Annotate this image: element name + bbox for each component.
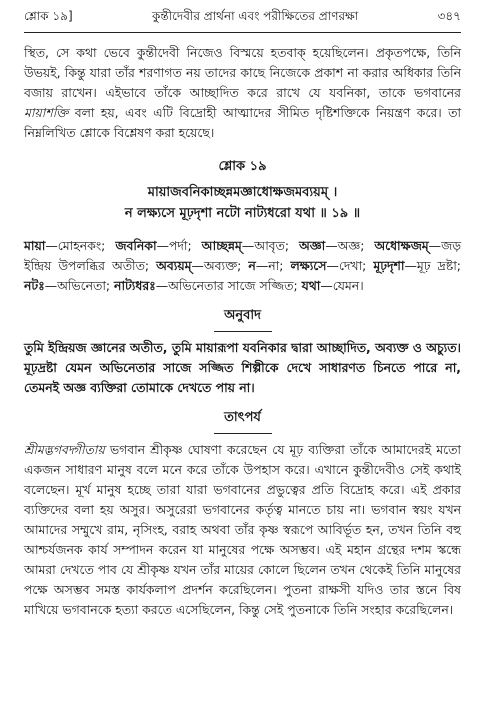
header-rule <box>24 32 461 33</box>
translation-heading-rule <box>214 331 272 332</box>
purport-heading-rule <box>214 433 272 434</box>
synonym-meaning: —মূঢ় দ্রষ্টা; <box>404 258 461 273</box>
verse-line-1: মায়াজবনিকাচ্ছন্নমজ্ঞাধোক্ষজমব্যয়ম্ । <box>147 185 338 200</box>
synonym-word: নাট্যধরঃ <box>114 278 156 293</box>
synonym-meaning: —অব্যক্ত; <box>191 258 249 273</box>
synonym-word: অজ্ঞা <box>299 238 326 253</box>
synonym-meaning: —দেখা; <box>326 258 374 273</box>
synonym-meaning: —না; <box>255 258 291 273</box>
synonym-meaning: —অভিনেতা; <box>44 278 115 293</box>
synonym-meaning: —অভিনেতার সাজে সজ্জিত; <box>155 278 302 293</box>
page-number: ৩৪৭ <box>437 9 461 23</box>
translation-text: তুমি ইন্দ্রিয়জ জ্ঞানের অতীত, তুমি মায়ারূপা যবনিকার দ্বারা আচ্ছাদিত, অব্যক্ত ও অচ্যুত। মূঢ়দ্রষ্টা যেমন অভিনেতার সাজে সজ্জিত শিল্পীকে দেখে সাধারণত চিনতে পারে না, তেমনই অজ্ঞ ব্যক্তিরা তোমাকে দেখতে পায় না। <box>24 340 461 395</box>
purport-heading: তাৎপর্য <box>224 410 261 425</box>
synonym-meaning: —মোহনকং; <box>45 238 116 253</box>
synonym-word: যথা <box>301 278 321 293</box>
synonym-word: নটঃ <box>24 278 45 293</box>
synonym-meaning: —অজ্ঞ; <box>325 238 375 253</box>
synonym-word: অব্যয়ম্ <box>156 258 192 273</box>
header-verse-ref: শ্লোক ১৯] <box>24 9 73 23</box>
gita-title: শ্রীমদ্ভগবদ্গীতায় <box>24 442 105 457</box>
running-header <box>24 8 461 28</box>
maya-term: মায়াশক্তি <box>24 105 69 120</box>
synonym-word: আচ্ছন্নম্ <box>201 238 242 253</box>
synonym-word: মায়া <box>24 238 46 253</box>
word-meanings <box>24 236 461 296</box>
synonym-word: মূঢ়দৃশা <box>373 258 405 273</box>
header-chapter-title: কুন্তীদেবীর প্রার্থনা এবং পরীক্ষিতের প্রাণরক্ষা <box>151 9 359 23</box>
synonym-word: লক্ষ্যসে <box>290 258 327 273</box>
purport-text: শ্রীমদ্ভগবদ্গীতায় ভগবান শ্রীকৃষ্ণ ঘোষণা করেছেন যে মূঢ় ব্যক্তিরা তাঁকে আমাদেরই মতো একজন সাধারণ মানুষ বলে মনে করে তাঁকে উপহাস করে। এখানে কুন্তীদেবীও সেই কথাই বলেছেন। মূর্খ মানুষ হচ্ছে তারা যারা ভগবানের প্রভুত্বের প্রতি বিদ্রোহ করে। এই প্রকার ব্যক্তিদের বলা হয় অসুর। অসুরেরা ভগবানের কর্তৃত্ব মানতে চায় না। ভগবান স্বয়ং যখন আমাদের সম্মুখে রাম, নৃসিংহ, বরাহ অথবা তাঁর কৃষ্ণ স্বরূপে আবির্ভূত হন, তখন তিনি বহু আশ্চর্যজনক কার্য সম্পাদন করেন যা মানুষের পক্ষে অসম্ভব। এই মহান গ্রন্থের দশম স্কন্ধে আমরা দেখতে পাব যে শ্রীকৃষ্ণ যখন তাঁর মায়ের কোলে ছিলেন তখন থেকেই তিনি মানুষের পক্ষে অসম্ভব সমস্ত কার্যকলাপ প্রদর্শন করেছিলেন। পুতনা রাক্ষসী যদিও তার স্তনে বিষ মাখিয়ে ভগবানকে হত্যা করতে এসেছিলেন, কিন্তু সেই পুতনাকে তিনি সংহার করেছিলেন। <box>24 442 461 617</box>
synonym-meaning: —জড় ইন্দ্রিয় উপলব্ধির অতীত; <box>24 238 461 273</box>
synonym-meaning: —যেমন। <box>320 278 364 293</box>
synonym-word: জবনিকা <box>115 238 157 253</box>
intro-paragraph: স্থিত, সে কথা ভেবে কুন্তীদেবী নিজেও বিস্ময়ে হতবাক্ হয়েছিলেন। প্রকৃতপক্ষে, তিনি উভয়ই, কিন্তু যারা তাঁর শরণাগত নয় তাদের কাছে নিজেকে প্রকাশ না করার অধিকার তিনি বজায় রাখেন। এইভাবে তাঁকে আচ্ছাদিত করে রাখে যে যবনিকা, তাকে ভগবানের মায়াশক্তি বলা হয়, এবং এটি বিদ্রোহী আত্মাদের সীমিত দৃষ্টিশক্তিকে নিয়ন্ত্রণ করে। তা নিম্নলিখিত শ্লোকে বিশ্লেষণ করা হয়েছে। <box>24 45 461 140</box>
synonym-word: অধোক্ষজম্ <box>374 238 429 253</box>
translation-heading: অনুবাদ <box>224 308 261 323</box>
verse-heading: শ্লোক ১৯ <box>218 159 267 174</box>
synonym-meaning: —পর্দা; <box>156 238 202 253</box>
verse-line-2: ন লক্ষ্যসে মূঢ়দৃশা নটো নাট্যধরো যথা ॥ ১৯ ॥ <box>124 206 361 221</box>
synonym-word: ন <box>248 258 256 273</box>
synonym-meaning: —আবৃত; <box>241 238 300 253</box>
